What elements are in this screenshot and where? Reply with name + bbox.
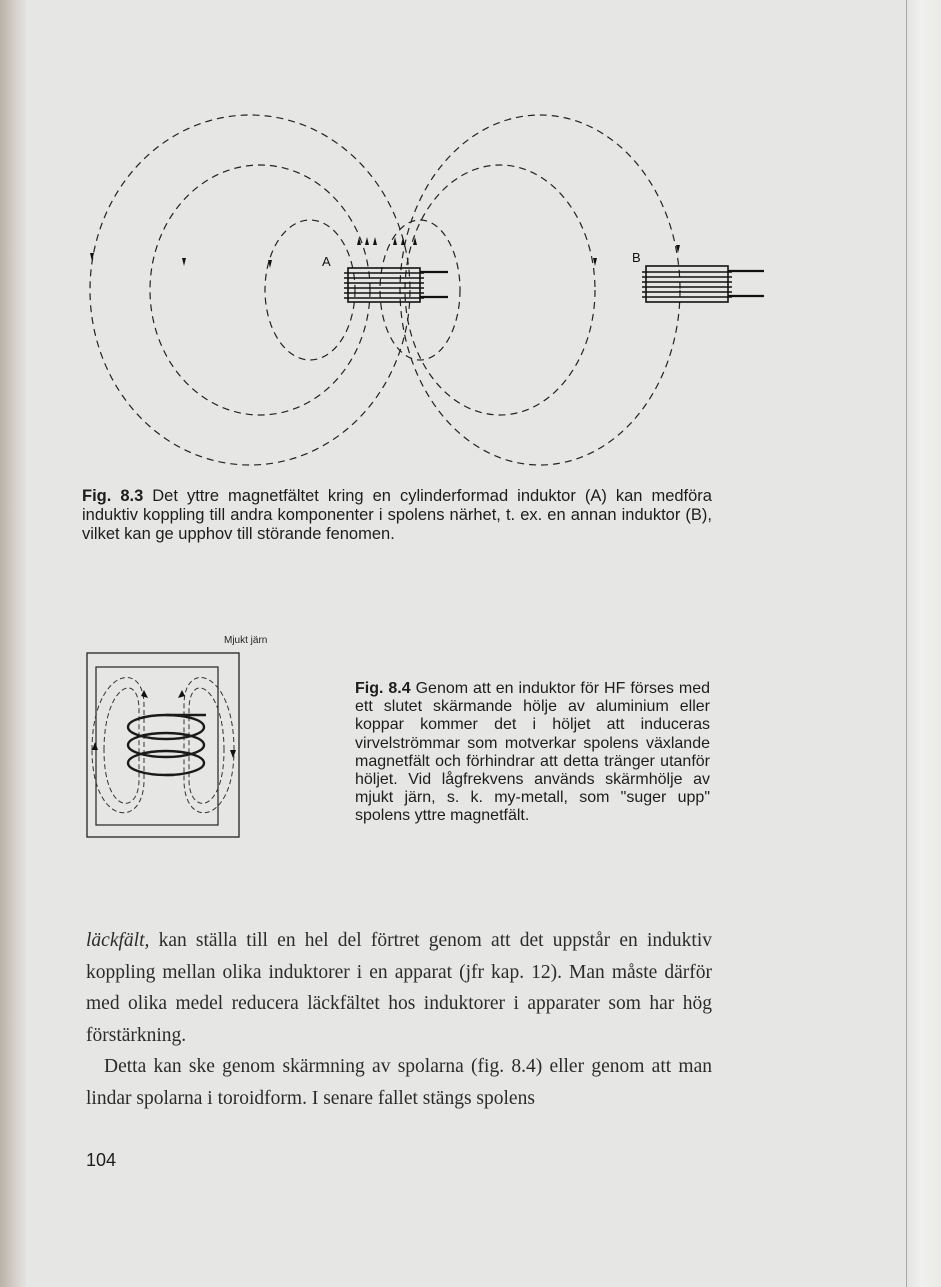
page-number: 104 xyxy=(86,1150,117,1170)
field-lines xyxy=(90,115,680,465)
figure-8-4-diagram xyxy=(84,630,268,845)
figure-8-3-caption xyxy=(82,487,712,544)
arrow xyxy=(593,258,597,266)
italic-term: läckfält, xyxy=(86,930,150,951)
paragraph-1-text: kan ställa till en hel del förtret genom att det uppstår en induktiv koppling mellan olika induktorer i en apparat (jfr kap. 12). Man måste därför med olika medel reducera läckfältet hos induktorer i apparater som har hög förstärkning. xyxy=(86,930,712,1046)
inductor-b xyxy=(642,266,764,302)
paragraph-2: Detta kan ske genom skärmning av spolarna (fig. 8.4) eller genom att man lindar spolarna i toroidform. I senare fallet stängs spolens xyxy=(86,1056,712,1109)
arrow xyxy=(373,237,377,245)
figure-8-3-diagram xyxy=(80,100,780,480)
coil xyxy=(128,715,206,775)
field-line-left-outer xyxy=(90,115,410,465)
body-text xyxy=(86,925,712,1114)
inductor-a xyxy=(344,268,448,302)
page-edge xyxy=(906,0,941,1287)
book-spine xyxy=(0,0,26,1287)
caption-text: Genom att en induktor för HF förses med ett slutet skärmande hölje av aluminium eller koppar kommer det i höljet att induceras virvelströmmar som motverkar spolens växlande magnetfält och förhindrar att detta tränger utanför höljet. Vid lågfrekvens används skärmhölje av mjukt järn, s. k. my-metall, som "suger upp" spolens yttre magnetfält. xyxy=(355,680,710,825)
field-arrows xyxy=(90,237,680,268)
caption-text: Det yttre magnetfältet kring en cylinderformad induktor (A) kan medföra induktiv koppling till andra komponenter i spolens närhet, t. ex. en annan induktor (B), vilket kan ge upphov till störande fenomen. xyxy=(82,487,712,543)
field-line-right-middle xyxy=(405,165,595,415)
label-b: B xyxy=(632,250,641,265)
caption-label: Fig. 8.4 xyxy=(355,680,411,697)
arrow xyxy=(182,258,186,266)
field-line-right-outer xyxy=(400,115,680,465)
arrow xyxy=(401,237,405,245)
arrow xyxy=(90,253,94,261)
shield-field-lines xyxy=(92,677,234,812)
shield-outer xyxy=(87,653,239,837)
figure-8-4-caption xyxy=(355,680,710,826)
field-line-left-inner xyxy=(265,220,355,360)
paragraph-1 xyxy=(86,925,712,1051)
caption-label: Fig. 8.3 xyxy=(82,487,144,505)
arrow xyxy=(365,237,369,245)
field-line-left-middle xyxy=(150,165,370,415)
shield-inner xyxy=(96,667,218,825)
shield-label: Mjukt järn xyxy=(224,635,268,646)
label-a: A xyxy=(322,254,331,269)
